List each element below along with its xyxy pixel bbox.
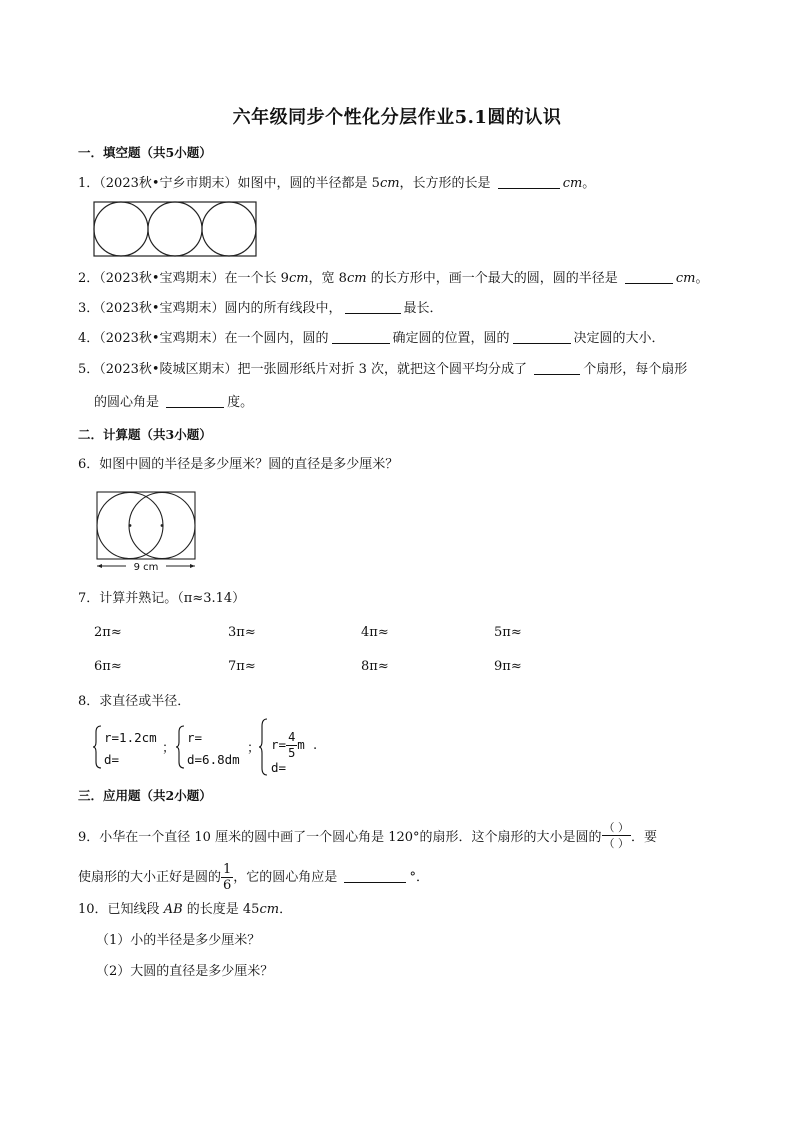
q4-text-end: 决定圆的大小．: [573, 331, 665, 346]
q9-text-1a: 9．小华在一个直径 10 厘米的圆中画了一个圆心角是 120°的扇形．这个扇形的大小是圆的: [78, 830, 602, 845]
q3-text-end: 最长．: [403, 301, 443, 316]
q5-answer-blank-1[interactable]: [534, 361, 580, 375]
q8-c-radius: [271, 730, 305, 761]
q7-item-4pi: 4π≈: [361, 625, 389, 640]
brace-b: [175, 725, 185, 769]
rectangle-shape: [94, 202, 256, 256]
q10-text-mid: 的长度是 45: [182, 902, 260, 917]
q9-text-2a: 使扇形的大小正好是圆的: [78, 870, 222, 885]
q7-item-7pi: 7π≈: [228, 659, 256, 674]
question-5-line-1: [78, 361, 687, 379]
question-9-line-1: [78, 820, 657, 851]
q8-c-fraction: [286, 730, 297, 761]
q10-text-pre: 10．已知线段: [78, 902, 164, 917]
question-9-line-2: [78, 862, 429, 893]
circle-shape-1: [94, 202, 148, 256]
q1-text-pre: 1．（2023秋•宁乡市期末）如图中，圆的半径都是 5: [78, 176, 380, 191]
q2-text-pre: 2．（2023秋•宝鸡期末）在一个长 9: [78, 271, 289, 286]
q8-end-period: .: [313, 738, 318, 753]
q2-text-end: 。: [695, 271, 709, 286]
right-center-dot: [161, 524, 164, 527]
q8-c-radius-label: r=: [271, 737, 287, 752]
overlapping-circles-figure: [92, 488, 202, 574]
q2-text-mid2: 的长方形中，画一个最大的圆，圆的半径是: [366, 271, 622, 286]
q10-subquestion-2: （2）大圆的直径是多少厘米？: [96, 964, 274, 979]
q5-answer-blank-2[interactable]: [166, 394, 224, 408]
q2-unit-2: cm: [346, 271, 367, 286]
question-8: 8．求直径或半径．: [78, 694, 191, 709]
q3-text-pre: 3．（2023秋•宝鸡期末）圆内的所有线段中，: [78, 301, 342, 316]
q8-c-numerator: 4: [288, 730, 296, 744]
q3-answer-blank[interactable]: [345, 300, 401, 314]
q1-text-mid: ，长方形的长是: [399, 176, 495, 191]
q5-text-2b: 度。: [227, 395, 254, 410]
section-calc-heading: 二．计算题（共3小题）: [78, 427, 212, 442]
q9-one-sixth-fraction: [221, 862, 233, 893]
dimension-arrow-left: [97, 564, 102, 568]
q10-text-end: ．: [279, 902, 293, 917]
question-6: 6．如图中圆的半径是多少厘米？圆的直径是多少厘米？: [78, 457, 399, 472]
q2-unit-1: cm: [288, 271, 309, 286]
q5-text-1b: 个扇形，每个扇形: [583, 362, 688, 377]
q8-a-diameter: d=: [104, 752, 120, 767]
q2-answer-blank[interactable]: [625, 270, 673, 284]
q2-text-mid: ，宽 8: [308, 271, 347, 286]
question-7: 7．计算并熟记。（π≈3.14）: [78, 591, 246, 606]
q9-blank-numerator[interactable]: （ ）: [603, 821, 630, 834]
q9-blank-fraction[interactable]: [602, 820, 632, 851]
q8-b-diameter: d=6.8dm: [187, 752, 240, 767]
q4-answer-blank-1[interactable]: [332, 330, 390, 344]
q1-unit-1: cm: [379, 176, 400, 191]
q9-text-1b: ．要: [631, 830, 658, 845]
q7-item-2pi: 2π≈: [94, 625, 122, 640]
q9-text-2b: ，它的圆心角应是: [233, 870, 342, 885]
q4-answer-blank-2[interactable]: [513, 330, 571, 344]
q8-c-denominator: 5: [288, 746, 296, 760]
q10-subquestion-1: （1）小的半径是多少厘米？: [96, 933, 261, 948]
dimension-label: 9 cm: [133, 562, 159, 573]
q7-item-5pi: 5π≈: [494, 625, 522, 640]
q8-separator-1: ；: [162, 741, 176, 756]
q7-item-6pi: 6π≈: [94, 659, 122, 674]
section-fill-heading: 一．填空题（共5小题）: [78, 145, 212, 160]
q4-text-pre: 4．（2023秋•宝鸡期末）在一个圆内，圆的: [78, 331, 329, 346]
three-circles-figure: [92, 200, 260, 258]
q9-blank-denominator[interactable]: （ ）: [603, 837, 630, 850]
q4-text-mid: 确定圆的位置，圆的: [392, 331, 510, 346]
question-3: [78, 300, 443, 318]
q8-b-radius: r=: [187, 730, 203, 745]
page-title: 六年级同步个性化分层作业5.1圆的认识: [232, 107, 562, 128]
q8-c-unit: m: [297, 737, 305, 752]
dimension-arrow-right: [190, 564, 195, 568]
q7-item-9pi: 9π≈: [494, 659, 522, 674]
brace-a: [92, 725, 102, 769]
q10-unit: cm: [259, 902, 280, 917]
q9-fraction-numerator: 1: [223, 862, 232, 877]
question-1: [78, 175, 595, 193]
q1-answer-blank[interactable]: [498, 175, 560, 189]
q1-text-end: 。: [582, 176, 596, 191]
question-10: [78, 901, 292, 919]
left-center-dot: [129, 524, 132, 527]
question-2: [78, 270, 708, 288]
q5-text-1a: 5．（2023秋•陵城区期末）把一张圆形纸片对折 3 次，就把这个圆平均分成了: [78, 362, 532, 377]
q5-text-2a: 的圆心角是: [94, 395, 164, 410]
q7-item-8pi: 8π≈: [361, 659, 389, 674]
q7-item-3pi: 3π≈: [228, 625, 256, 640]
q2-unit-3: cm: [675, 271, 696, 286]
question-4: [78, 330, 665, 348]
circle-shape-3: [202, 202, 256, 256]
q9-fraction-denominator: 6: [223, 878, 232, 893]
q8-a-radius: r=1.2cm: [104, 730, 157, 745]
q10-segment-label: AB: [163, 902, 183, 917]
q9-answer-blank[interactable]: [344, 869, 406, 883]
section-apply-heading: 三．应用题（共2小题）: [78, 788, 212, 803]
q1-unit-2: cm: [562, 176, 583, 191]
question-5-line-2: [94, 394, 253, 412]
q8-c-diameter: d=: [271, 760, 287, 775]
rectangle-shape: [97, 492, 195, 559]
q8-separator-2: ；: [247, 741, 261, 756]
q9-text-2c: °．: [409, 870, 429, 885]
circle-shape-2: [148, 202, 202, 256]
brace-c: [258, 718, 268, 776]
